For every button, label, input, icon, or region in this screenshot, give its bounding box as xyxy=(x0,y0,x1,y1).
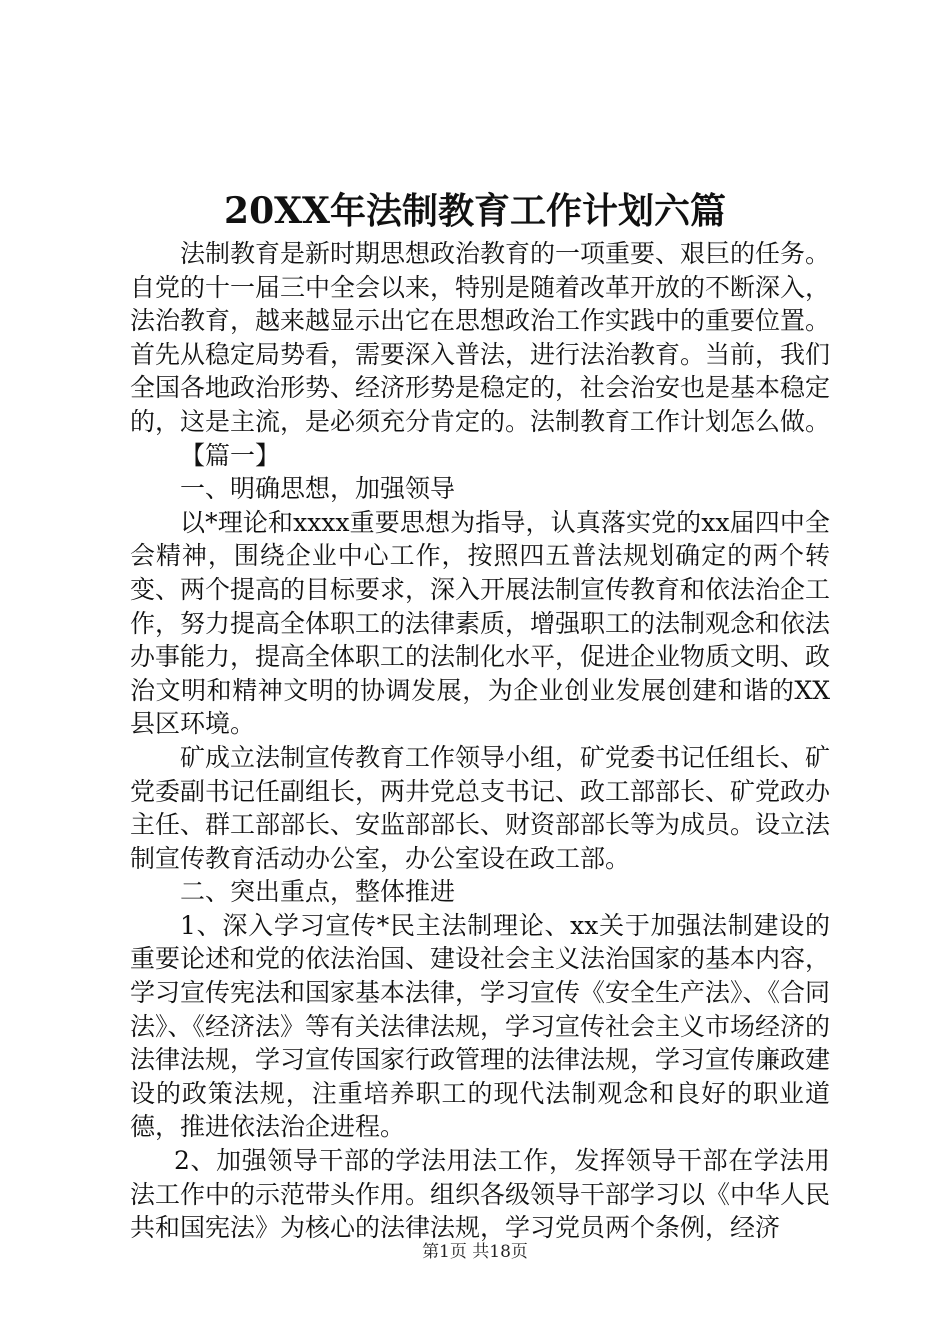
body-paragraph: 以*理论和xxxx重要思想为指导，认真落实党的xx届四中全会精神，围绕企业中心工作，按照四五普法规划确定的两个转变、两个提高的目标要求，深入开展法制宣传教育和依法治企工作，努力提高全体职工的法律素质，增强职工的法制观念和依法办事能力，提高全体职工的法制化水平，促进企业物质文明、政治文明和精神文明的协调发展，为企业创业发展创建和谐的XX县区环境。 xyxy=(130,507,831,739)
page-number-footer: 第1页 共18页 xyxy=(422,1242,528,1262)
section-heading-1: 一、明确思想，加强领导 xyxy=(180,474,456,504)
document-title: 20XX年法制教育工作计划六篇 xyxy=(224,190,726,232)
intro-paragraph: 法制教育是新时期思想政治教育的一项重要、艰巨的任务。自党的十一届三中全会以来，特别是随着改革开放的不断深入，法治教育，越来越显示出它在思想政治工作实践中的重要位置。首先从稳定局势看，需要深入普法，进行法治教育。当前，我们全国各地政治形势、经济形势是稳定的，社会治安也是基本稳定的，这是主流，是必须充分肯定的。法制教育工作计划怎么做。 xyxy=(130,239,831,436)
document-body xyxy=(130,237,830,1245)
section-heading-part-one: 【篇一】 xyxy=(180,440,281,470)
body-paragraph: 1、深入学习宣传*民主法制理论、xx关于加强法制建设的重要论述和党的依法治国、建设社会主义法治国家的基本内容，学习宣传宪法和国家基本法律，学习宣传《安全生产法》、《合同法》、《经济法》等有关法律法规，学习宣传社会主义市场经济的法律法规，学习宣传国家行政管理的法律法规，学习宣传廉政建设的政策法规，注重培养职工的现代法制观念和良好的职业道德，推进依法治企进程。 xyxy=(130,910,831,1142)
body-paragraph: 2、加强领导干部的学法用法工作，发挥领导干部在学法用法工作中的示范带头作用。组织各级领导干部学习以《中华人民共和国宪法》为核心的法律法规，学习党员两个条例，经济 xyxy=(130,1146,831,1243)
body-paragraph: 矿成立法制宣传教育工作领导小组，矿党委书记任组长、矿党委副书记任副组长，两井党总支书记、政工部部长、矿党政办主任、群工部部长、安监部部长、财资部部长等为成员。设立法制宣传教育活动办公室，办公室设在政工部。 xyxy=(130,742,831,873)
section-heading-2: 二、突出重点，整体推进 xyxy=(180,877,456,907)
